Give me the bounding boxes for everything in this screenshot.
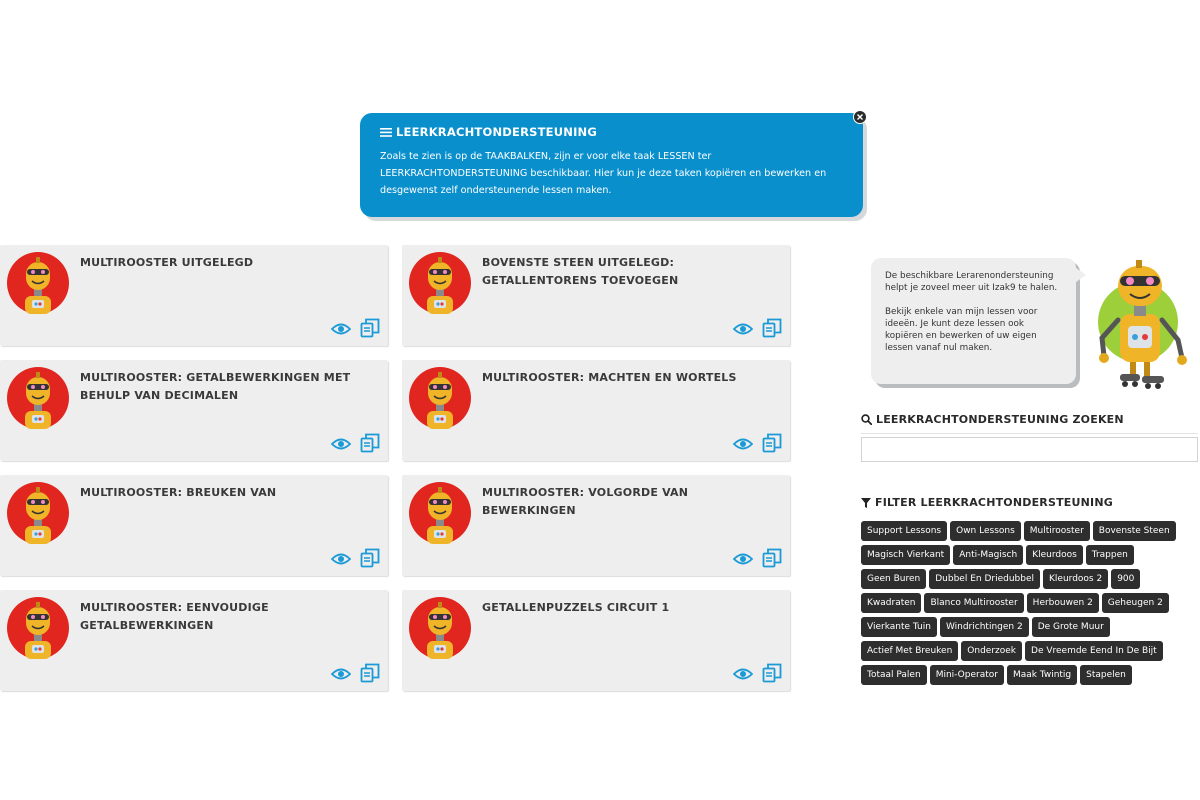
filter-tag[interactable]: 900 [1111, 569, 1140, 589]
filter-icon [861, 498, 871, 508]
robot-avatar-icon [7, 597, 69, 659]
filter-tag[interactable]: Support Lessons [861, 521, 947, 541]
eye-icon[interactable] [331, 436, 351, 450]
copy-icon[interactable] [360, 318, 380, 338]
filter-tag[interactable]: Mini-Operator [930, 665, 1004, 685]
lesson-card[interactable] [0, 360, 388, 461]
lesson-title: MULTIROOSTER: VOLGORDE VAN BEWERKINGEN [482, 486, 689, 517]
lesson-card[interactable] [0, 590, 388, 691]
eye-icon[interactable] [733, 551, 753, 565]
filter-tag[interactable]: Maak Twintig [1007, 665, 1077, 685]
filter-tag[interactable]: Magisch Vierkant [861, 545, 950, 565]
filter-tag[interactable]: Own Lessons [950, 521, 1021, 541]
banner-text: Zoals te zien is op de TAAKBALKEN, zijn er voor elke taak LESSEN ter LEERKRACHTONDERSTEUNING beschikbaar. Hier kun je deze taken kopiëren en bewerken en desgewenst zelf ondersteunende lessen maken. [380, 151, 827, 196]
lesson-title: MULTIROOSTER: GETALBEWERKINGEN MET BEHULP VAN DECIMALEN [80, 371, 351, 402]
lesson-title: MULTIROOSTER: BREUKEN VAN [80, 486, 277, 499]
speech-bubble [871, 258, 1076, 384]
lesson-card[interactable] [402, 360, 790, 461]
filter-tag[interactable]: Herbouwen 2 [1027, 593, 1099, 613]
close-button[interactable] [853, 110, 867, 124]
filter-tag[interactable]: Kleurdoos 2 [1043, 569, 1108, 589]
filter-tag[interactable]: Stapelen [1080, 665, 1132, 685]
copy-icon[interactable] [762, 548, 782, 568]
lesson-title: MULTIROOSTER: MACHTEN EN WORTELS [482, 371, 737, 384]
robot-avatar-icon [409, 597, 471, 659]
robot-avatar-icon [7, 252, 69, 314]
copy-icon[interactable] [360, 548, 380, 568]
eye-icon[interactable] [331, 321, 351, 335]
robot-avatar-icon [409, 482, 471, 544]
filter-tag[interactable]: Multirooster [1024, 521, 1090, 541]
bubble-text-2: Bekijk enkele van mijn lessen voor ideeën. Je kunt deze lessen ook kopiëren en bewerken of uw eigen lessen vanaf nul maken. [885, 307, 1038, 353]
search-icon [861, 414, 872, 425]
search-heading-label: LEERKRACHTONDERSTEUNING ZOEKEN [876, 413, 1124, 426]
search-input[interactable] [861, 437, 1198, 462]
filter-tag[interactable]: Dubbel En Driedubbel [929, 569, 1040, 589]
filter-tag[interactable]: Totaal Palen [861, 665, 927, 685]
filter-tag[interactable]: De Grote Muur [1032, 617, 1110, 637]
eye-icon[interactable] [331, 551, 351, 565]
search-heading [861, 413, 1124, 426]
lesson-card[interactable] [402, 475, 790, 576]
filter-tag[interactable]: Onderzoek [961, 641, 1022, 661]
lesson-title: GETALLENPUZZELS CIRCUIT 1 [482, 601, 670, 614]
copy-icon[interactable] [360, 663, 380, 683]
list-icon [380, 128, 392, 137]
filter-tag[interactable]: Kleurdoos [1026, 545, 1083, 565]
close-icon [857, 114, 863, 120]
filter-tag[interactable]: Actief Met Breuken [861, 641, 958, 661]
info-banner [360, 113, 863, 217]
lesson-card[interactable] [402, 590, 790, 691]
copy-icon[interactable] [762, 663, 782, 683]
eye-icon[interactable] [733, 321, 753, 335]
banner-title: LEERKRACHTONDERSTEUNING [396, 125, 598, 139]
robot-avatar-icon [409, 252, 471, 314]
bubble-text-1: De beschikbare Lerarenondersteuning helpt je zoveel meer uit Izak9 te halen. [885, 271, 1058, 293]
filter-tag[interactable]: Vierkante Tuin [861, 617, 937, 637]
robot-avatar-icon [7, 367, 69, 429]
lesson-card[interactable] [0, 475, 388, 576]
copy-icon[interactable] [360, 433, 380, 453]
divider [861, 433, 1198, 434]
banner-heading [380, 125, 843, 139]
lesson-title: MULTIROOSTER: EENVOUDIGE GETALBEWERKINGEN [80, 601, 269, 632]
filter-tag[interactable]: Anti-Magisch [953, 545, 1023, 565]
filter-tag[interactable]: Trappen [1086, 545, 1134, 565]
lesson-card[interactable] [402, 245, 790, 346]
robot-avatar-icon [409, 367, 471, 429]
filter-heading-label: FILTER LEERKRACHTONDERSTEUNING [875, 496, 1113, 509]
eye-icon[interactable] [733, 666, 753, 680]
filter-tag-list [861, 521, 1198, 685]
lesson-title: BOVENSTE STEEN UITGELEGD: GETALLENTORENS TOEVOEGEN [482, 256, 679, 287]
eye-icon[interactable] [331, 666, 351, 680]
filter-tag[interactable]: De Vreemde Eend In De Bijt [1025, 641, 1163, 661]
robot-avatar-icon [7, 482, 69, 544]
eye-icon[interactable] [733, 436, 753, 450]
filter-tag[interactable]: Bovenste Steen [1093, 521, 1176, 541]
robot-mascot-icon [1092, 258, 1192, 390]
copy-icon[interactable] [762, 318, 782, 338]
filter-tag[interactable]: Geheugen 2 [1102, 593, 1169, 613]
filter-tag[interactable]: Windrichtingen 2 [940, 617, 1029, 637]
lesson-title: MULTIROOSTER UITGELEGD [80, 256, 254, 269]
filter-heading [861, 496, 1113, 509]
copy-icon[interactable] [762, 433, 782, 453]
filter-tag[interactable]: Kwadraten [861, 593, 921, 613]
filter-tag[interactable]: Geen Buren [861, 569, 926, 589]
lesson-card[interactable] [0, 245, 388, 346]
filter-tag[interactable]: Blanco Multirooster [924, 593, 1023, 613]
speech-bubble-tail [1076, 268, 1086, 282]
